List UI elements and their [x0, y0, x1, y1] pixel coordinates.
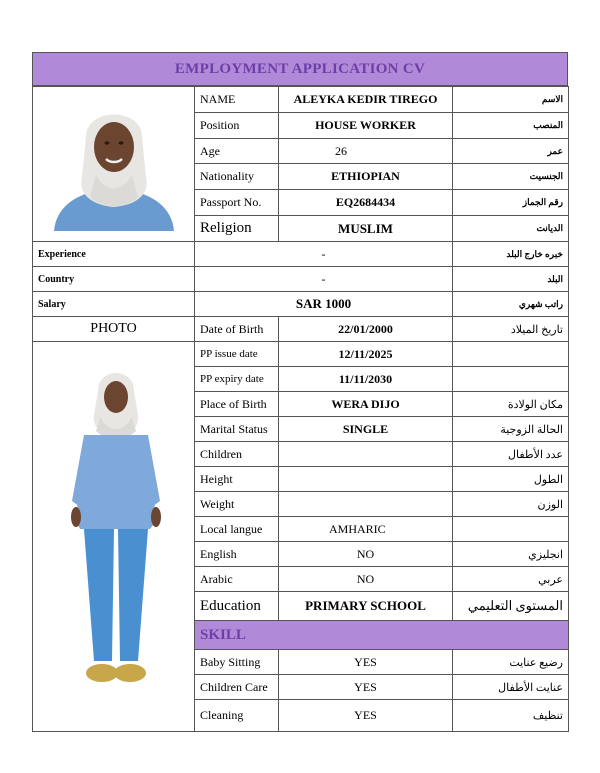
skill-value: YES: [279, 650, 453, 675]
pp-issue-label: PP issue date: [195, 342, 279, 367]
nationality-label: Nationality: [195, 164, 279, 190]
skill-label: Cleaning: [195, 700, 279, 732]
education-value: PRIMARY SCHOOL: [279, 592, 453, 621]
age-label-ar: عمر: [453, 138, 569, 164]
photo-label: PHOTO: [33, 317, 195, 342]
salary-value: SAR 1000: [195, 292, 453, 317]
arabic-value: NO: [279, 567, 453, 592]
skill-label-ar: تنظيف: [453, 700, 569, 732]
row-pp-issue: [33, 342, 569, 367]
children-value: [279, 442, 453, 467]
pp-expiry-value: 11/11/2030: [279, 367, 453, 392]
pob-label-ar: مكان الولادة: [453, 392, 569, 417]
name-value: ALEYKA KEDIR TIREGO: [279, 87, 453, 113]
children-label: Children: [195, 442, 279, 467]
experience-label-ar: خبره خارج البلد: [453, 242, 569, 267]
dob-label: Date of Birth: [195, 317, 279, 342]
row-dob: [33, 317, 569, 342]
nationality-value: ETHIOPIAN: [279, 164, 453, 190]
arabic-label: Arabic: [195, 567, 279, 592]
row-country: [33, 267, 569, 292]
height-value: [279, 467, 453, 492]
name-label-ar: الاسم: [453, 87, 569, 113]
pp-issue-value: 12/11/2025: [279, 342, 453, 367]
english-value: NO: [279, 542, 453, 567]
headshot-photo: [33, 87, 195, 242]
full-body-image: [54, 361, 174, 713]
children-label-ar: عدد الأطفال: [453, 442, 569, 467]
pob-value: WERA DIJO: [279, 392, 453, 417]
cv-sheet: [32, 52, 568, 732]
headshot-image: [46, 97, 182, 231]
marital-label: Marital Status: [195, 417, 279, 442]
weight-label-ar: الوزن: [453, 492, 569, 517]
marital-value: SINGLE: [279, 417, 453, 442]
position-value: HOUSE WORKER: [279, 112, 453, 138]
religion-label-ar: الديانت: [453, 216, 569, 242]
pp-issue-label-ar: [453, 342, 569, 367]
country-label-ar: البلد: [453, 267, 569, 292]
pob-label: Place of Birth: [195, 392, 279, 417]
nationality-label-ar: الجنسيت: [453, 164, 569, 190]
skill-value: YES: [279, 675, 453, 700]
row-name: [33, 87, 569, 113]
age-value: 26: [279, 138, 453, 164]
experience-value: -: [195, 242, 453, 267]
position-label: Position: [195, 112, 279, 138]
weight-value: [279, 492, 453, 517]
skill-value: YES: [279, 700, 453, 732]
height-label-ar: الطول: [453, 467, 569, 492]
skill-label: Children Care: [195, 675, 279, 700]
skill-label: Baby Sitting: [195, 650, 279, 675]
age-label: Age: [195, 138, 279, 164]
marital-label-ar: الحالة الزوجية: [453, 417, 569, 442]
english-label-ar: انجليزي: [453, 542, 569, 567]
skill-label-ar: رضيع عنايت: [453, 650, 569, 675]
height-label: Height: [195, 467, 279, 492]
passport-label-ar: رقم الجماز: [453, 190, 569, 216]
local-language-label: Local langue: [195, 517, 279, 542]
country-label: Country: [33, 267, 195, 292]
education-label-ar: المستوى التعليمي: [453, 592, 569, 621]
experience-label: Experience: [33, 242, 195, 267]
salary-label-ar: راتب شهري: [453, 292, 569, 317]
passport-value: EQ2684434: [279, 190, 453, 216]
skill-heading: SKILL: [195, 621, 569, 650]
dob-label-ar: تاريخ الميلاد: [453, 317, 569, 342]
english-label: English: [195, 542, 279, 567]
skill-label-ar: عنايت الأطفال: [453, 675, 569, 700]
pp-expiry-label: PP expiry date: [195, 367, 279, 392]
row-experience: [33, 242, 569, 267]
passport-label: Passport No.: [195, 190, 279, 216]
arabic-label-ar: عربي: [453, 567, 569, 592]
religion-label: Religion: [195, 216, 279, 242]
local-language-value: AMHARIC: [279, 517, 453, 542]
country-value: -: [195, 267, 453, 292]
position-label-ar: المنصب: [453, 112, 569, 138]
page-title: EMPLOYMENT APPLICATION CV: [32, 52, 568, 86]
cv-table: [32, 86, 569, 732]
religion-value: MUSLIM: [279, 216, 453, 242]
full-body-photo: [33, 342, 195, 732]
salary-label: Salary: [33, 292, 195, 317]
education-label: Education: [195, 592, 279, 621]
local-language-label-ar: [453, 517, 569, 542]
dob-value: 22/01/2000: [279, 317, 453, 342]
row-salary: [33, 292, 569, 317]
name-label: NAME: [195, 87, 279, 113]
weight-label: Weight: [195, 492, 279, 517]
pp-expiry-label-ar: [453, 367, 569, 392]
